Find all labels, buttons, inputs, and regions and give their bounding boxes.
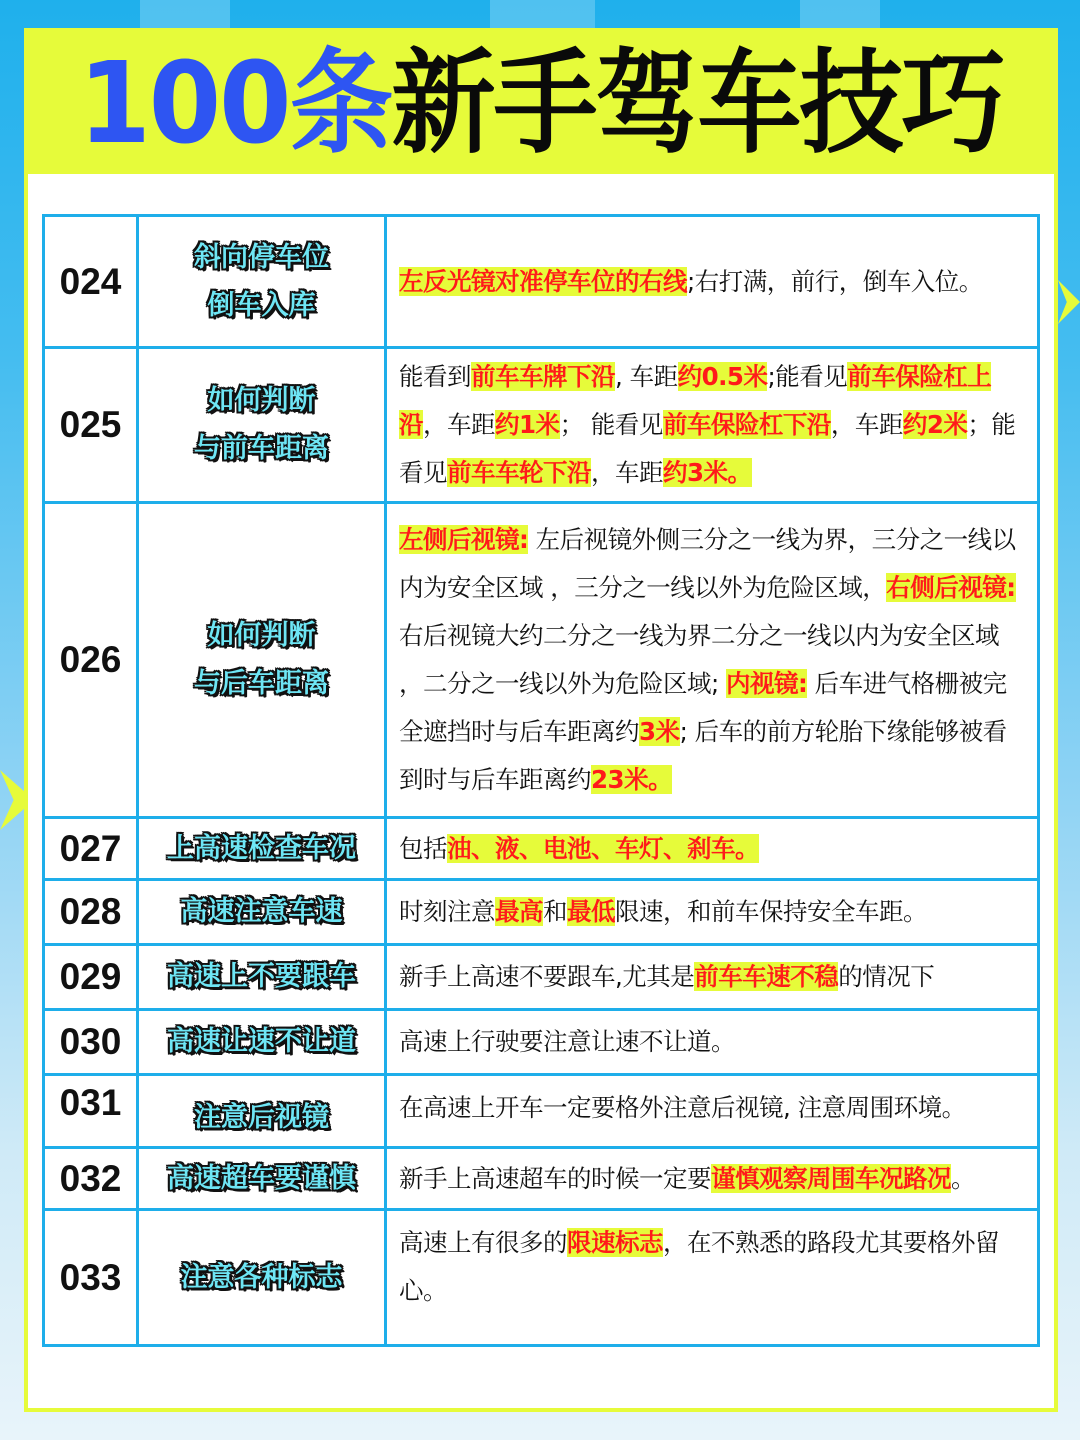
text-segment: 后车进气格栅被完全遮挡时与后车距离约 [399, 669, 1007, 746]
tip-number: 025 [44, 348, 138, 503]
text-segment: ，在不熟悉的路段尤其要格外留心。 [399, 1228, 999, 1305]
table-row [44, 348, 1039, 503]
text-segment: ;能看见 [767, 362, 848, 391]
table-row [44, 945, 1039, 1010]
tip-description [386, 348, 1039, 503]
tip-topic [138, 880, 386, 945]
description-text [399, 1155, 1027, 1203]
topic-line: 高速上不要跟车 [167, 961, 356, 992]
table-row [44, 1148, 1039, 1210]
highlighted-phrase: 左反光镜对准停车位的右线 [399, 266, 687, 296]
tip-number: 026 [44, 503, 138, 818]
topic-line: 如何判断 [207, 385, 316, 416]
text-segment: ；能看见 [399, 410, 1016, 487]
table-row [44, 818, 1039, 880]
tip-description [386, 1010, 1039, 1075]
title-banner [28, 32, 1054, 174]
topic-line: 高速让速不让道 [167, 1026, 356, 1057]
topic-line: 上高速检查车况 [167, 832, 356, 864]
tip-number: 029 [44, 945, 138, 1010]
tip-number: 024 [44, 216, 138, 348]
tip-topic [138, 818, 386, 880]
highlighted-phrase: 内视镜: [726, 669, 808, 698]
table-row [44, 1075, 1039, 1148]
text-segment: 左后视镜外侧三分之一线为界，三分之一线以内为安全区域 ，三分之一线以外为危险区域， [399, 525, 1016, 602]
highlighted-phrase: 前车车速不稳 [694, 962, 839, 991]
text-segment: 在高速上开车一定要格外注意后视镜, 注意周围环境。 [399, 1093, 966, 1122]
text-segment: 能看到 [399, 362, 471, 391]
description-text [399, 1219, 1027, 1315]
tip-number: 031 [44, 1075, 138, 1148]
topic-line: 如何判断 [207, 620, 316, 651]
title-main: 新手驾车技巧 [391, 37, 1004, 169]
text-segment: 时刻注意 [399, 897, 495, 926]
highlighted-phrase: 前车保险杠下沿 [662, 410, 831, 439]
title-accent: 100条 [78, 37, 392, 169]
tip-topic [138, 1210, 386, 1346]
highlighted-phrase: 最低 [567, 897, 615, 926]
tip-topic [138, 348, 386, 503]
tip-topic [138, 1148, 386, 1210]
tip-description [386, 503, 1039, 818]
text-segment: 。 [951, 1163, 975, 1193]
topic-line: 倒车入库 [207, 289, 316, 321]
tip-topic [138, 216, 386, 348]
highlighted-phrase: 23米。 [591, 765, 673, 794]
tip-description [386, 1210, 1039, 1346]
tip-description [386, 1148, 1039, 1210]
tip-number: 027 [44, 818, 138, 880]
topic-line: 注意各种标志 [180, 1261, 343, 1293]
content-card [24, 28, 1058, 1412]
tip-description [386, 818, 1039, 880]
tips-table [42, 214, 1040, 1347]
text-segment: ，车距 [830, 410, 903, 439]
background-ray [140, 0, 230, 30]
tip-number: 033 [44, 1210, 138, 1346]
table-row [44, 216, 1039, 348]
sparkle-icon [1058, 280, 1080, 324]
description-text [399, 888, 1027, 936]
highlighted-phrase: 油、液、电池、车灯、刹车。 [447, 833, 759, 863]
description-text [399, 953, 1027, 1001]
tip-topic [138, 503, 386, 818]
tip-topic [138, 1010, 386, 1075]
text-segment: 高速上行驶要注意让速不让道。 [399, 1027, 735, 1056]
text-segment: 的情况下 [838, 962, 935, 991]
topic-line: 斜向停车位 [194, 241, 329, 273]
highlighted-phrase: 约1米 [495, 410, 560, 439]
text-segment: ，车距 [423, 410, 495, 439]
topic-line: 高速超车要谨慎 [167, 1162, 356, 1194]
highlighted-phrase: 前车车牌下沿 [471, 362, 615, 391]
text-segment: 和 [543, 897, 567, 926]
tip-description [386, 216, 1039, 348]
table-row [44, 880, 1039, 945]
highlighted-phrase: 约2米 [902, 410, 968, 439]
highlighted-phrase: 约0.5米 [677, 362, 768, 391]
topic-line: 与前车距离 [194, 433, 329, 464]
tip-description [386, 945, 1039, 1010]
highlighted-phrase: 最高 [495, 897, 543, 926]
highlighted-phrase: 前车保险杠上沿 [399, 362, 992, 439]
text-segment: , 车距 [615, 362, 678, 391]
text-segment: 高速上有很多的 [399, 1228, 567, 1257]
table-row [44, 1010, 1039, 1075]
background-ray [490, 0, 595, 30]
description-text [399, 353, 1027, 497]
highlighted-phrase: 约3米。 [663, 458, 752, 487]
description-text [399, 516, 1027, 804]
text-segment: ； 能看见 [559, 410, 663, 439]
background-ray [800, 0, 880, 30]
highlighted-phrase: 左侧后视镜: [399, 525, 529, 554]
highlighted-phrase: 前车车轮下沿 [447, 458, 591, 487]
text-segment: ;右打满，前行，倒车入位。 [687, 266, 983, 296]
page-title [78, 37, 1004, 169]
tip-number: 030 [44, 1010, 138, 1075]
description-text [399, 258, 1027, 306]
description-text [399, 1084, 1027, 1132]
tip-description [386, 880, 1039, 945]
topic-line: 注意后视镜 [194, 1102, 329, 1133]
text-segment: 新手上高速不要跟车,尤其是 [399, 962, 695, 991]
text-segment: 新手上高速超车的时候一定要 [399, 1163, 711, 1193]
text-segment: ; 后车的前方轮胎下缘能够被看到时与后车距离约 [399, 717, 1007, 794]
highlighted-phrase: 谨慎观察周围车况路况 [711, 1163, 951, 1193]
table-row [44, 1210, 1039, 1346]
topic-line: 高速注意车速 [180, 896, 343, 927]
text-segment: 右后视镜大约二分之一线为界二分之一线以内为安全区域 ，二分之一线以外为危险区域; [399, 621, 999, 698]
text-segment: 包括 [399, 833, 447, 863]
table-row [44, 503, 1039, 818]
text-segment: ，车距 [591, 458, 663, 487]
description-text [399, 1018, 1027, 1066]
highlighted-phrase: 限速标志 [567, 1228, 663, 1257]
topic-line: 与后车距离 [194, 668, 329, 699]
text-segment: 限速，和前车保持安全车距。 [615, 897, 927, 926]
tip-description [386, 1075, 1039, 1148]
description-text [399, 825, 1027, 873]
highlighted-phrase: 3米 [639, 717, 680, 746]
tip-topic [138, 945, 386, 1010]
highlighted-phrase: 右侧后视镜: [886, 573, 1016, 602]
tip-topic [138, 1075, 386, 1148]
tip-number: 028 [44, 880, 138, 945]
tip-number: 032 [44, 1148, 138, 1210]
